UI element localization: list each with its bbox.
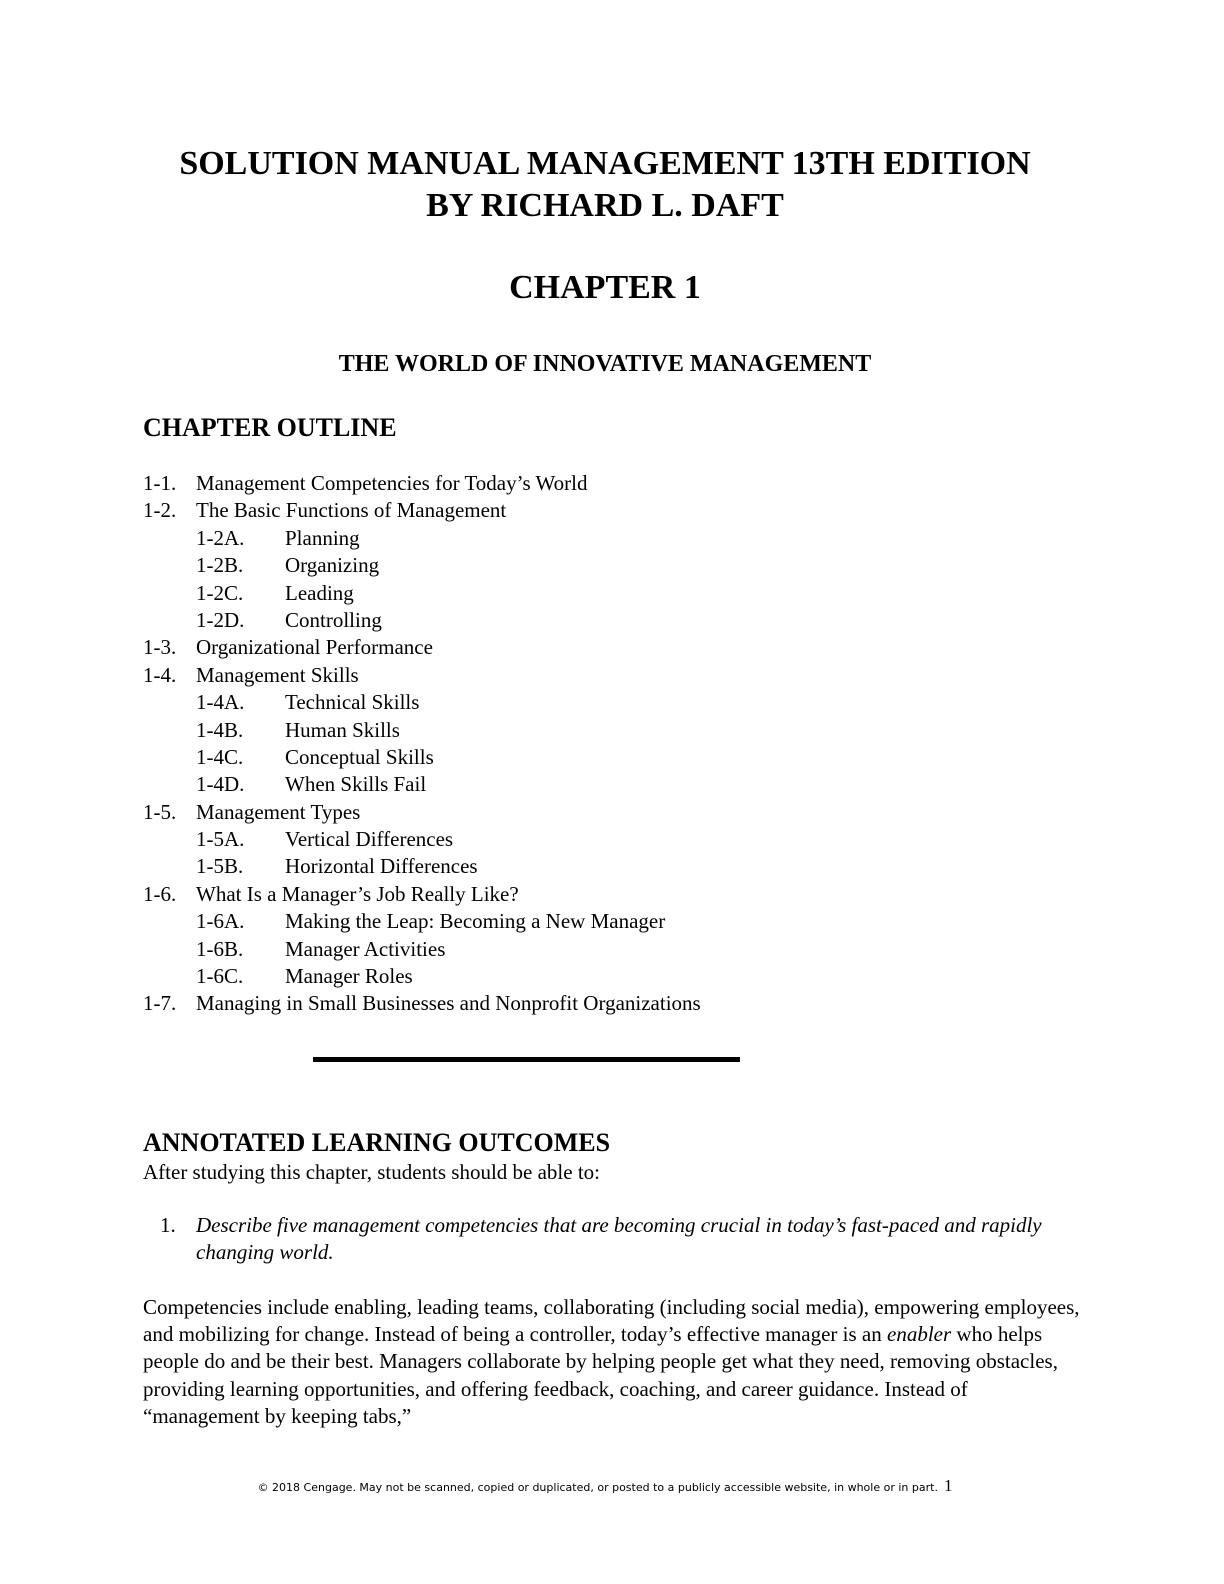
- section-divider: [313, 1057, 740, 1062]
- outline-item-text: Horizontal Differences: [285, 854, 478, 879]
- outline-item-text: What Is a Manager’s Job Really Like?: [196, 881, 519, 906]
- outline-item-number: 1-4A.: [196, 690, 245, 715]
- outline-item-text: Organizing: [285, 553, 380, 578]
- outline-item-number: 1-6C.: [196, 964, 244, 989]
- outline-item-number: 1-7.: [143, 991, 177, 1016]
- outline-item-text: Leading: [285, 580, 354, 605]
- outline-item-text: Management Types: [196, 799, 361, 824]
- outline-item-text: Manager Roles: [285, 964, 413, 989]
- outline-item-text: Managing in Small Businesses and Nonprofit Organizations: [196, 991, 701, 1016]
- outline-item-text: Technical Skills: [285, 690, 420, 715]
- learning-outcomes-heading: ANNOTATED LEARNING OUTCOMES: [143, 1128, 611, 1157]
- document-title-line-2: BY RICHARD L. DAFT: [426, 187, 784, 224]
- outline-item-number: 1-6.: [143, 881, 177, 906]
- outline-item-number: 1-4B.: [196, 717, 244, 742]
- outline-item-number: 1-3.: [143, 635, 177, 660]
- outline-item-number: 1-2D.: [196, 607, 245, 632]
- body-paragraph-part1: Competencies include enabling, leading teams, collaborating (including social media), empowering employees, and mobilizing for change. Instead of being a controller, today’s effective manager is an: [143, 1295, 1080, 1347]
- body-paragraph: [143, 1294, 1083, 1430]
- page-footer: [0, 1476, 1210, 1498]
- outline-item-number: 1-6B.: [196, 936, 244, 961]
- outline-item-text: Making the Leap: Becoming a New Manager: [285, 909, 666, 934]
- copyright-notice: © 2018 Cengage. May not be scanned, copied or duplicated, or posted to a publicly accessible website, in whole or in part.: [257, 1481, 938, 1494]
- learning-outcomes-intro: After studying this chapter, students should be able to:: [143, 1160, 600, 1184]
- outline-item-number: 1-6A.: [196, 909, 245, 934]
- body-paragraph-emphasis: enabler: [887, 1322, 952, 1347]
- chapter-title: THE WORLD OF INNOVATIVE MANAGEMENT: [338, 351, 872, 377]
- chapter-number: CHAPTER 1: [509, 269, 701, 306]
- outline-item-text: Human Skills: [285, 717, 400, 742]
- document-title-line-1: SOLUTION MANUAL MANAGEMENT 13TH EDITION: [179, 145, 1031, 182]
- outline-item-number: 1-2C.: [196, 580, 244, 605]
- outline-item-text: Management Skills: [196, 662, 359, 687]
- outline-item-text: Planning: [285, 525, 360, 550]
- outline-item-number: 1-4C.: [196, 744, 244, 769]
- learning-outcome-number: 1.: [160, 1213, 176, 1237]
- outline-item-number: 1-2.: [143, 498, 177, 523]
- outline-item-number: 1-5A.: [196, 827, 245, 852]
- chapter-outline-heading: CHAPTER OUTLINE: [143, 413, 397, 442]
- page-number: 1: [943, 1476, 953, 1495]
- outline-item-text: Vertical Differences: [285, 827, 454, 852]
- learning-outcome-text: Describe five management competencies that are becoming crucial in today’s fast-paced and rapidly changing world.: [196, 1213, 1042, 1264]
- outline-item-number: 1-2A.: [196, 525, 245, 550]
- outline-item-text: Conceptual Skills: [285, 744, 434, 769]
- outline-item-number: 1-4D.: [196, 772, 245, 797]
- outline-item-text: Management Competencies for Today’s World: [196, 471, 588, 495]
- outline-item-number: 1-4.: [143, 662, 177, 687]
- outline-item-text: Controlling: [285, 607, 382, 632]
- outline-item-text: The Basic Functions of Management: [196, 498, 507, 523]
- outline-item-text: Manager Activities: [285, 936, 446, 961]
- outline-item-text: Organizational Performance: [196, 635, 433, 660]
- outline-item-number: 1-2B.: [196, 553, 244, 578]
- outline-item-number: 1-1.: [143, 471, 177, 495]
- outline-item-number: 1-5.: [143, 799, 177, 824]
- outline-item-number: 1-5B.: [196, 854, 244, 879]
- outline-item-text: When Skills Fail: [285, 772, 427, 797]
- body-paragraph-part2: who helps people do and be their best. Managers collaborate by helping people get what they need, removing obstacles, providing learning opportunities, and offering feedback, coaching, and career guidance. Instead of “management by keeping tabs,”: [143, 1322, 1058, 1428]
